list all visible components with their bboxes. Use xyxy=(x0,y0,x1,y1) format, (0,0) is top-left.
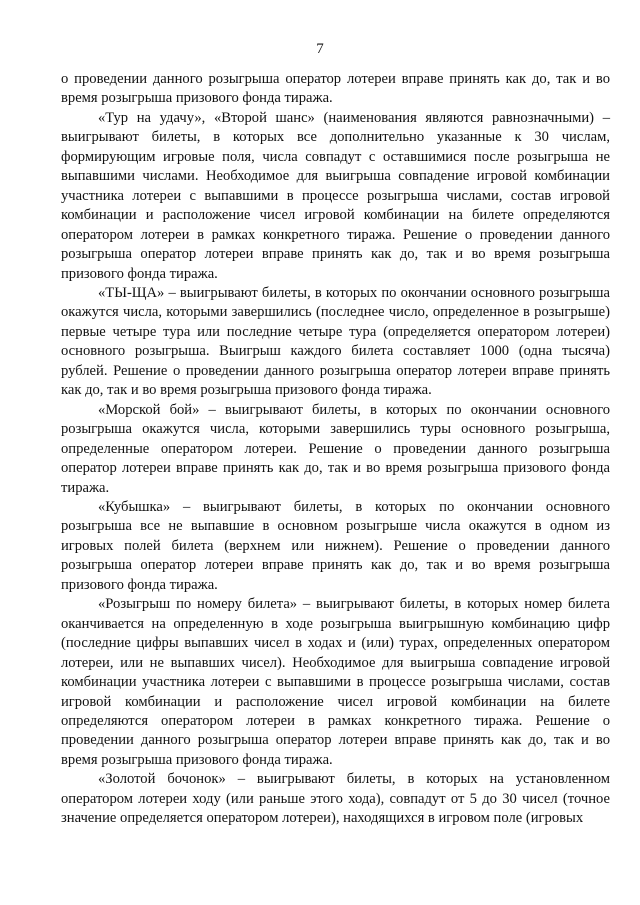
paragraph-kubyshka: «Кубышка» – выигрывают билеты, в которых по окончании основного розыгрыша все не выпавшие в основном розыгрыше числа окажутся в одном из игровых полей билета (верхнем или нижнем). Решение о проведении данного розыгрыша оператор лотереи вправе принять как до, так и во время розыгрыша призового фонда тиража. xyxy=(61,498,610,593)
paragraph-ty-shcha: «ТЫ-ЩА» – выигрывают билеты, в которых по окончании основного розыгрыша окажутся числа, которыми завершились (последнее число, определенное в розыгрыше) первые четыре тура или последние четыре тура (определяется оператором лотереи) основного розыгрыша. Выигрыш каждого билета составляет 1000 (одна тысяча) рублей. Решение о проведении данного розыгрыша оператор лотереи вправе принять как до, так и во время розыгрыша призового фонда тиража. xyxy=(61,284,610,399)
paragraph-rozygrysh-po-nomeru: «Розыгрыш по номеру билета» – выигрывают билеты, в которых номер билета оканчивается на определенную в ходе розыгрыша выигрышную комбинацию цифр (последние цифры выпавших чисел в ходах и (или) турах, определенных оператором лотереи, или не выпавших чисел). Необходимое для выигрыша совпадение игровой комбинации участника лотереи с выпавшими в процессе розыгрыша числами, состав игровой комбинации и расположение чисел игровой комбинации на билете определяются оператором лотереи в рамках конкретного тиража. Решение о проведении данного розыгрыша оператор лотереи вправе принять как до, так и во время розыгрыша призового фонда тиража. xyxy=(61,596,610,768)
body-text xyxy=(61,70,610,829)
paragraph-morskoy-boy: «Морской бой» – выигрывают билеты, в которых по окончании основного розыгрыша окажутся числа, которыми завершились туры основного розыгрыша, определенные оператором лотереи. Решение о проведении данного розыгрыша оператор лотереи вправе принять как до, так и во время розыгрыша призового фонда тиража. xyxy=(61,401,610,496)
paragraph-continuation: о проведении данного розыгрыша оператор лотереи вправе принять как до, так и во время розыгрыша призового фонда тиража. xyxy=(61,71,610,107)
paragraph-zolotoy-bochonok: «Золотой бочонок» – выигрывают билеты, в которых на установленном оператором лотереи ходу (или раньше этого хода), совпадут от 5 до 30 чисел (точное значение определяется оператором лотереи), находящихся в игровом поле (игровых xyxy=(61,771,610,827)
page-number: 7 xyxy=(316,41,324,57)
paragraph-tur-na-udachu: «Тур на удачу», «Второй шанс» (наименования являются равнозначными) – выигрывают билеты, в которых все дополнительно указанные к 30 числам, формирующим игровые поля, числа совпадут с оставшимися после розыгрыша не выпавшими числами. Необходимое для выигрыша совпадение игровой комбинации участника лотереи с выпавшими в процессе розыгрыша числами, состав игровой комбинации и расположение чисел игровой комбинации на билете определяются оператором лотереи в рамках конкретного тиража. Решение о проведении данного розыгрыша оператор лотереи вправе принять как до, так и во время розыгрыша призового фонда тиража. xyxy=(61,109,610,282)
